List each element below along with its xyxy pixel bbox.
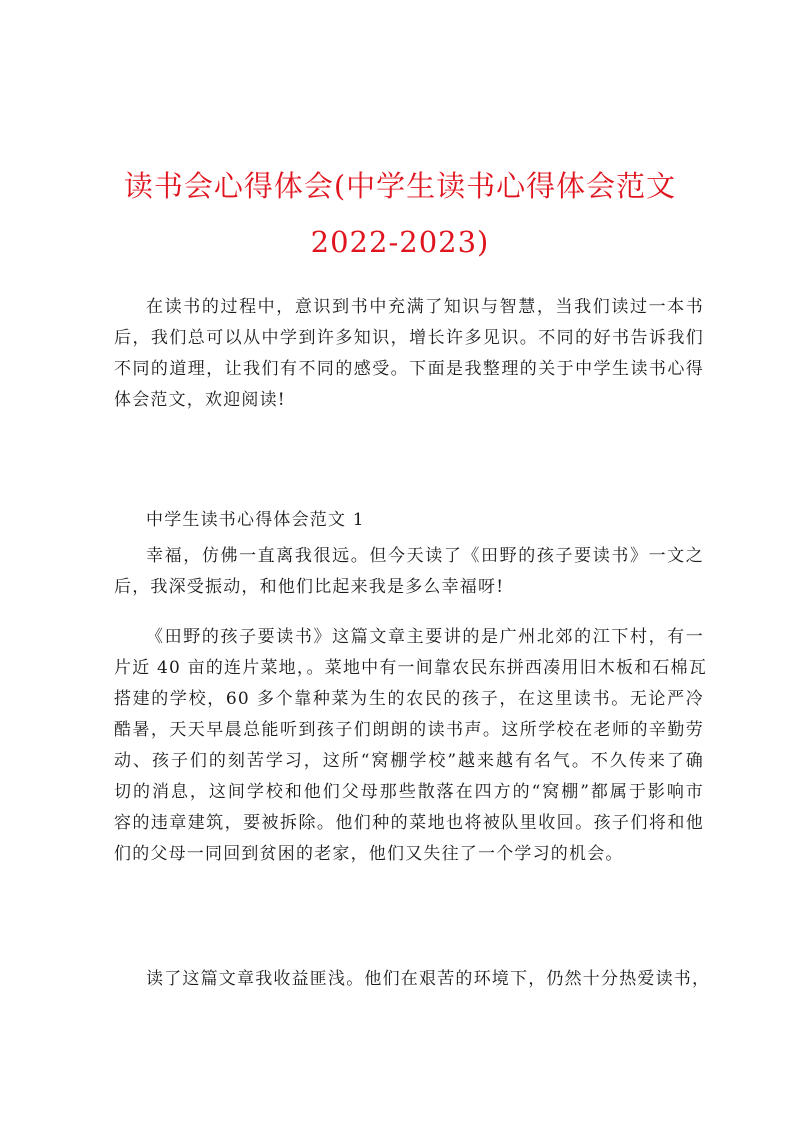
paragraph-line: 《田野的孩子要读书》这篇文章主要讲的是广州北郊的江下村，有一 (146, 627, 704, 647)
document-title-line-2: 2022-2023) (310, 225, 490, 259)
document-title-line-1: 读书会心得体会(中学生读书心得体会范文 (123, 169, 677, 203)
paragraph-line: 容的违章建筑，要被拆除。他们种的菜地也将被队里收回。孩子们将和他 (114, 813, 704, 833)
paragraph-line: 搭建的学校，60 多个靠种菜为生的农民的孩子，在这里读书。无论严冷 (114, 689, 704, 709)
section-heading: 中学生读书心得体会范文 1 (146, 510, 365, 530)
paragraph-1 (114, 541, 704, 603)
paragraph-line: 酷暑，天天早晨总能听到孩子们朗朗的读书声。这所学校在老师的辛勤劳 (114, 720, 704, 740)
paragraph-line: 动、孩子们的刻苦学习，这所“窝棚学校”越来越有名气。不久传来了确 (114, 751, 704, 771)
paragraph-3 (114, 964, 711, 995)
intro-line: 在读书的过程中，意识到书中充满了知识与智慧，当我们读过一本书 (146, 297, 704, 317)
paragraph-line: 后，我深受振动，和他们比起来我是多么幸福呀! (114, 577, 505, 597)
paragraph-2 (114, 622, 707, 870)
paragraph-line: 片近 40 亩的连片菜地，。菜地中有一间靠农民东拼西凑用旧木板和石棉瓦 (114, 658, 707, 678)
intro-line: 后，我们总可以从中学到许多知识，增长许多见识。不同的好书告诉我们 (114, 328, 704, 348)
intro-paragraph (114, 292, 704, 416)
paragraph-line: 切的消息，这间学校和他们父母那些散落在四方的“窝棚”都属于影响市 (114, 782, 704, 802)
intro-line: 体会范文，欢迎阅读! (114, 390, 286, 410)
paragraph-line: 读了这篇文章我收益匪浅。他们在艰苦的环境下，仍然十分热爱读书， (146, 969, 711, 989)
intro-line: 不同的道理，让我们有不同的感受。下面是我整理的关于中学生读书心得 (114, 359, 704, 379)
paragraph-line: 们的父母一同回到贫困的老家，他们又失往了一个学习的机会。 (114, 844, 624, 864)
paragraph-line: 幸福，仿佛一直离我很远。但今天读了《田野的孩子要读书》一文之 (146, 546, 704, 566)
